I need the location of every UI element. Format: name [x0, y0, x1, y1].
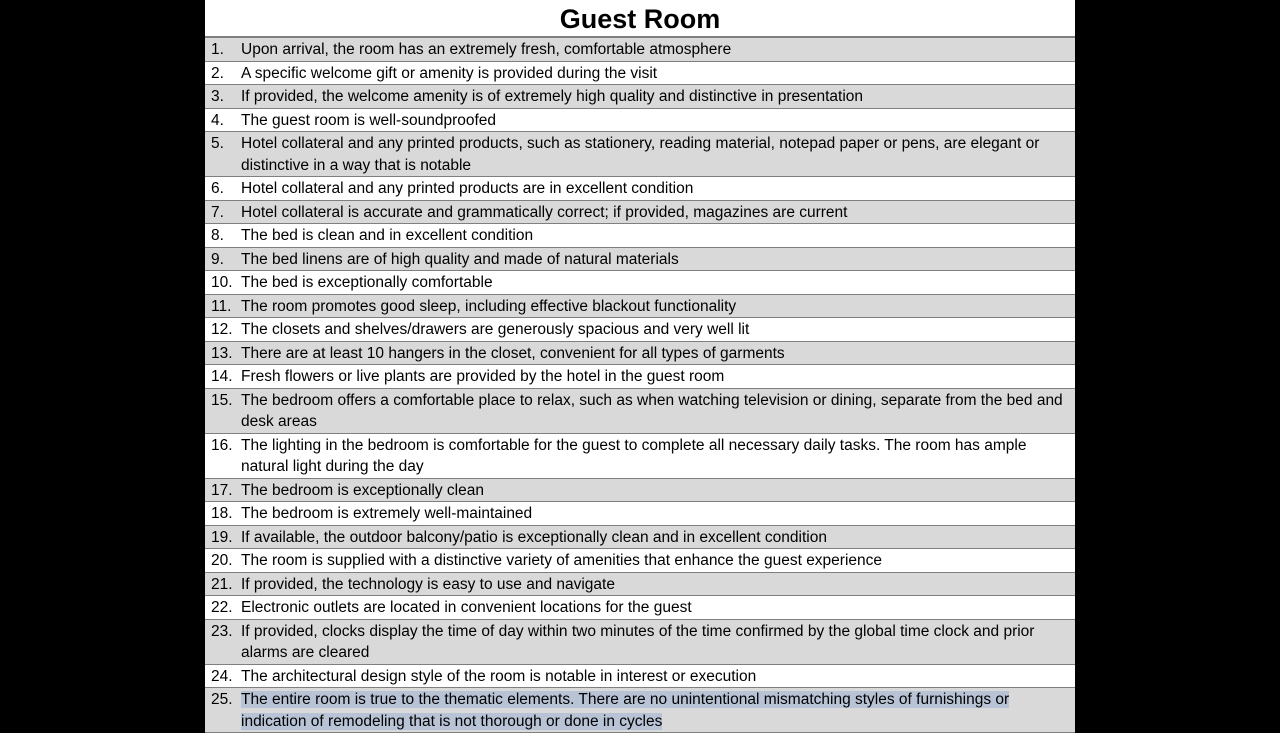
- checklist-row: [205, 665, 1075, 689]
- checklist-row: [205, 201, 1075, 225]
- document-page: [205, 0, 1075, 730]
- item-text: The bedroom is exceptionally clean: [241, 481, 484, 499]
- item-number: 20.: [211, 552, 233, 569]
- checklist-row: [205, 573, 1075, 597]
- item-text: The bedroom offers a comfortable place to relax, such as when watching television or dining, separate from the bed and desk areas: [241, 391, 1063, 430]
- checklist-row: [205, 109, 1075, 133]
- item-number: 11.: [211, 297, 232, 315]
- item-text: The closets and shelves/drawers are generously spacious and very well lit: [241, 321, 750, 338]
- checklist: [205, 38, 1075, 733]
- item-text: A specific welcome gift or amenity is provided during the visit: [241, 64, 658, 82]
- checklist-row: [205, 434, 1075, 479]
- checklist-row: [205, 224, 1075, 248]
- page-title: Guest Room: [205, 0, 1075, 38]
- item-text: The bed linens are of high quality and made of natural materials: [241, 250, 679, 268]
- item-text: If provided, the technology is easy to use and navigate: [241, 575, 615, 593]
- item-number: 13.: [211, 344, 233, 362]
- item-text: The architectural design style of the room is notable in interest or execution: [241, 667, 757, 685]
- item-number: 3.: [211, 88, 224, 105]
- item-number: 6.: [211, 180, 224, 197]
- item-text: The room promotes good sleep, including effective blackout functionality: [241, 297, 737, 315]
- item-number: 12.: [211, 321, 233, 338]
- item-text: [241, 689, 1075, 732]
- item-text: There are at least 10 hangers in the closet, convenient for all types of garments: [241, 344, 785, 362]
- checklist-row: [205, 248, 1075, 272]
- item-text: Hotel collateral is accurate and grammatically correct; if provided, magazines are current: [241, 203, 848, 221]
- item-number: 24.: [211, 667, 233, 685]
- item-text: The bed is clean and in excellent condition: [241, 227, 534, 244]
- item-text: The guest room is well-soundproofed: [241, 111, 497, 129]
- checklist-row: [205, 38, 1075, 62]
- checklist-row: [205, 295, 1075, 319]
- checklist-row: [205, 526, 1075, 550]
- item-number: 25.: [211, 691, 233, 708]
- checklist-row: [205, 271, 1075, 295]
- checklist-row: [205, 85, 1075, 109]
- item-text: Fresh flowers or live plants are provided by the hotel in the guest room: [241, 368, 725, 385]
- item-number: 15.: [211, 391, 233, 409]
- checklist-row: [205, 688, 1075, 733]
- item-text: Hotel collateral and any printed products are in excellent condition: [241, 180, 694, 197]
- item-number: 10.: [211, 274, 233, 291]
- item-number: 8.: [211, 227, 224, 244]
- item-text: Electronic outlets are located in convenient locations for the guest: [241, 599, 692, 616]
- checklist-row: [205, 342, 1075, 366]
- item-text: Upon arrival, the room has an extremely fresh, comfortable atmosphere: [241, 41, 732, 58]
- checklist-row: [205, 502, 1075, 526]
- item-number: 14.: [211, 368, 233, 385]
- item-text: If available, the outdoor balcony/patio is exceptionally clean and in excellent condition: [241, 528, 827, 546]
- item-text: Hotel collateral and any printed products, such as stationery, reading material, notepad paper or pens, are elegant or distinctive in a way that is notable: [241, 135, 1040, 174]
- item-number: 18.: [211, 505, 233, 522]
- item-number: 16.: [211, 436, 233, 454]
- item-number: 1.: [211, 41, 224, 58]
- item-text: The bedroom is extremely well-maintained: [241, 505, 533, 522]
- item-number: 19.: [211, 528, 233, 546]
- item-number: 23.: [211, 622, 233, 640]
- item-number: 22.: [211, 599, 233, 616]
- item-text: The bed is exceptionally comfortable: [241, 274, 493, 291]
- item-number: 21.: [211, 575, 233, 593]
- item-text: The room is supplied with a distinctive variety of amenities that enhance the guest experience: [241, 552, 883, 569]
- item-number: 4.: [211, 111, 224, 129]
- checklist-row: [205, 549, 1075, 573]
- item-text: The lighting in the bedroom is comfortable for the guest to complete all necessary daily tasks. The room has ample natural light during the day: [241, 436, 1027, 475]
- item-text: If provided, the welcome amenity is of extremely high quality and distinctive in presentation: [241, 88, 864, 105]
- checklist-row: [205, 620, 1075, 665]
- checklist-row: [205, 389, 1075, 434]
- item-number: 5.: [211, 135, 224, 152]
- selected-text[interactable]: The entire room is true to the thematic elements. There are no unintentional mismatching styles of furnishings or indication of remodeling that is not thorough or done in cycles: [241, 691, 1010, 730]
- item-number: 17.: [211, 481, 233, 499]
- checklist-row: [205, 318, 1075, 342]
- checklist-row: [205, 596, 1075, 620]
- checklist-row: [205, 62, 1075, 86]
- item-text: If provided, clocks display the time of day within two minutes of the time confirmed by the global time clock and prior alarms are cleared: [241, 622, 1035, 661]
- item-number: 2.: [211, 64, 224, 82]
- checklist-row: [205, 479, 1075, 503]
- item-number: 9.: [211, 250, 224, 268]
- checklist-row: [205, 132, 1075, 177]
- checklist-row: [205, 177, 1075, 201]
- checklist-row: [205, 365, 1075, 389]
- item-number: 7.: [211, 203, 224, 221]
